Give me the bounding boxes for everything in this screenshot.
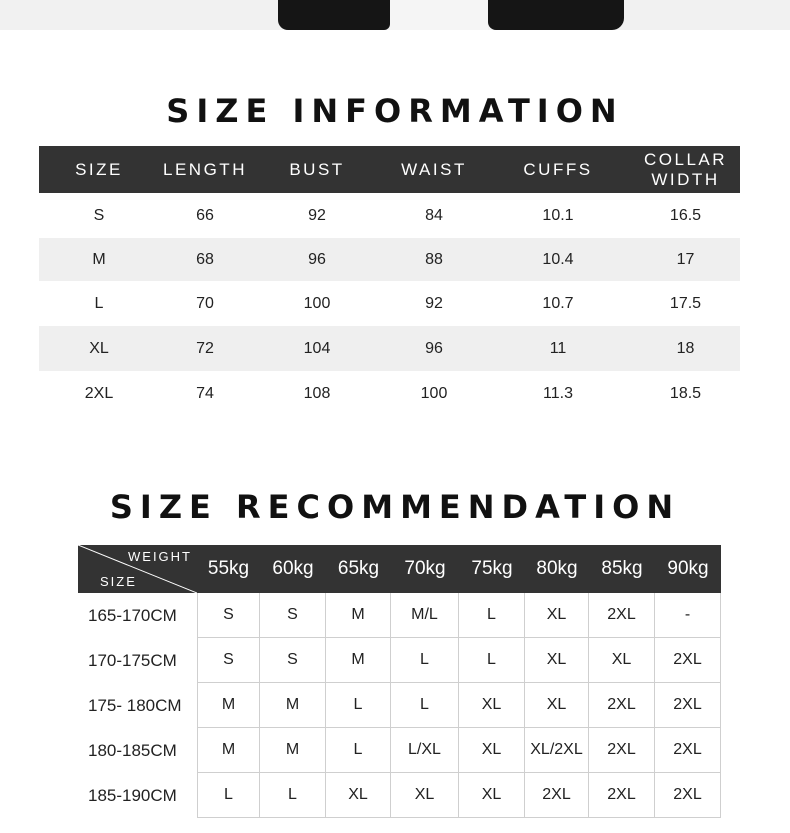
size-recommendation-table [78,545,721,818]
table-row [39,193,740,238]
cell-size: 2XL [84,384,114,402]
recommended-size-cell: L [459,638,525,683]
weight-header-cell: 90kg [667,558,709,579]
size-information-header-row [39,146,740,193]
cell-cuffs: 11.3 [543,384,573,402]
recommended-size-cell: XL [326,773,391,818]
garment-right-leg [488,0,624,30]
cell-length: 66 [196,206,214,224]
recommended-size-cell: M [197,728,260,773]
weight-size-corner-cell [78,545,197,593]
cell-waist: 96 [425,339,443,357]
cell-waist: 92 [425,294,443,312]
cell-size: L [94,294,104,312]
size-recommendation-body [78,593,721,818]
cell-bust: 108 [303,384,331,402]
recommended-size-cell: XL [391,773,459,818]
header-cuffs: CUFFS [523,159,593,179]
recommended-size-cell: 2XL [655,728,721,773]
recommended-size-cell: XL [459,773,525,818]
weight-header-cell: 60kg [272,558,314,579]
recommended-size-cell: S [197,638,260,683]
cell-length: 74 [196,384,214,402]
height-range-label: 165-170CM [88,605,177,625]
cell-collar-width: 16.5 [669,206,702,224]
recommended-size-cell: M [260,728,326,773]
recommended-size-cell: XL [459,728,525,773]
size-information-title: SIZE INFORMATION [166,92,624,130]
cell-collar-width: 18 [676,339,695,357]
weight-header-cell: 65kg [337,558,380,579]
table-row [39,281,740,326]
recommended-size-cell: M [260,683,326,728]
photo-background [390,0,488,30]
header-length: LENGTH [163,159,247,179]
recommended-size-cell: XL [525,638,589,683]
weight-header-cell: 80kg [536,558,578,579]
cell-bust: 104 [303,339,331,357]
table-row [39,238,740,281]
table-row [78,728,721,773]
header-bust: BUST [289,159,345,179]
recommended-size-cell: XL/2XL [525,728,589,773]
cell-cuffs: 10.7 [542,294,574,312]
height-range-label: 185-190CM [88,785,177,805]
recommended-size-cell: XL [525,593,589,638]
cell-cuffs: 11 [549,339,567,357]
cell-size: XL [89,339,109,357]
recommended-size-cell: 2XL [655,638,721,683]
cell-collar-width: 17 [676,250,695,268]
recommended-size-cell: M [197,683,260,728]
cell-bust: 96 [308,250,326,268]
garment-left-leg [278,0,390,30]
cell-waist: 88 [425,250,443,268]
recommended-size-cell: L [260,773,326,818]
recommended-size-cell: 2XL [655,683,721,728]
recommended-size-cell: 2XL [525,773,589,818]
cell-length: 68 [196,250,214,268]
table-row [39,326,740,371]
recommended-size-cell: 2XL [589,773,655,818]
size-information-table [39,146,740,416]
recommended-size-cell: L [459,593,525,638]
cell-length: 72 [196,339,214,357]
recommended-size-cell: S [260,593,326,638]
recommended-size-cell: XL [525,683,589,728]
recommended-size-cell: 2XL [589,683,655,728]
weight-header-cell: 85kg [601,558,643,579]
weight-header-cell: 75kg [471,558,513,579]
header-size: SIZE [75,159,123,179]
recommended-size-cell: 2XL [655,773,721,818]
cell-collar-width: 17.5 [669,294,702,312]
header-waist: WAIST [401,159,467,179]
recommended-size-cell: M [326,638,391,683]
recommended-size-cell: M/L [391,593,459,638]
table-row [78,638,721,683]
table-row [39,371,740,416]
recommended-size-cell: 2XL [589,593,655,638]
recommended-size-cell: S [197,593,260,638]
recommended-size-cell: L/XL [391,728,459,773]
table-row [78,683,721,728]
cell-cuffs: 10.4 [542,250,574,268]
cell-bust: 100 [303,294,331,312]
recommended-size-cell: - [655,593,721,638]
height-range-label: 180-185CM [88,740,177,760]
recommended-size-cell: L [391,683,459,728]
recommended-size-cell: S [260,638,326,683]
recommended-size-cell: XL [459,683,525,728]
size-recommendation-title: SIZE RECOMMENDATION [109,488,681,526]
cell-cuffs: 10.1 [542,206,574,224]
cell-collar-width: 18.5 [669,384,702,402]
product-photo-bottom-edge [0,0,790,30]
cell-bust: 92 [308,206,326,224]
corner-size-label: SIZE [100,574,137,589]
size-recommendation-header-row [78,545,721,593]
recommended-size-cell: L [197,773,260,818]
weight-header-cells [197,545,721,593]
weight-header-cell: 70kg [404,558,446,579]
weight-header-cell: 55kg [207,558,250,579]
corner-weight-label: WEIGHT [128,549,192,564]
cell-waist: 100 [420,384,448,402]
recommended-size-cell: L [326,728,391,773]
recommended-size-cell: XL [589,638,655,683]
table-row [78,773,721,818]
header-collar-width: COLLAR WIDTH [643,149,728,189]
cell-waist: 84 [425,206,443,224]
size-information-body [39,193,740,416]
recommended-size-cell: 2XL [589,728,655,773]
recommended-size-cell: L [326,683,391,728]
recommended-size-cell: L [391,638,459,683]
height-range-label: 170-175CM [88,650,177,670]
cell-size: S [93,206,105,224]
table-row [78,593,721,638]
cell-size: M [92,250,106,268]
height-range-label: 175- 180CM [88,695,182,715]
cell-length: 70 [196,294,214,312]
recommended-size-cell: M [326,593,391,638]
